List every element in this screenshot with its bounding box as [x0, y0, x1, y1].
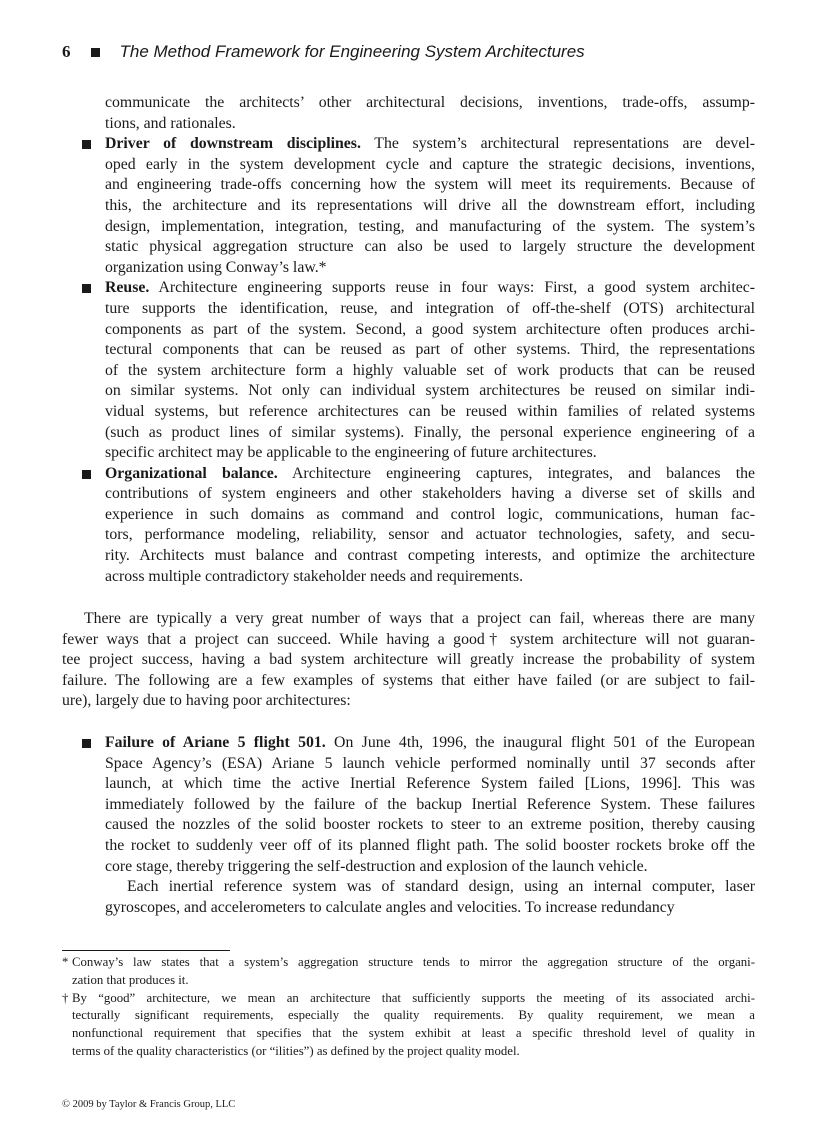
item-lead: Failure of Ariane 5 flight 501.: [105, 734, 326, 751]
text-line: ure), largely due to having poor architectures:: [62, 692, 351, 710]
list-item: [105, 733, 755, 918]
footnote: [62, 990, 755, 1061]
text-line: contributions of system engineers and other stakeholders having a diverse set of skills and: [105, 485, 755, 503]
footnote: [62, 954, 755, 990]
text-line: tecturally significant requirements, especially the quality requirements. By quality requirement, we mean a: [72, 1008, 755, 1023]
text-line: launch, at which time the active Inertial Reference System failed [Lions, 1996]. This was: [105, 775, 755, 793]
text-line: experience in such domains as command and control logic, communications, human fac-: [105, 505, 755, 523]
text-line: design, implementation, integration, testing, and manufacturing of the system. The system’s: [105, 217, 755, 235]
text-line: [105, 464, 755, 485]
text-line: [62, 954, 755, 972]
header-square-icon: [91, 48, 100, 57]
text-line: [62, 990, 755, 1008]
bullet-square-icon: [82, 739, 91, 748]
text-line: caused the nozzles of the solid booster rockets to steer to an extreme position, thereby causing: [105, 816, 755, 834]
text-line: Space Agency’s (ESA) Ariane 5 launch vehicle performed nominally until 37 seconds after: [105, 754, 755, 772]
text-line: tee project success, having a bad system architecture will greatly increase the probability of system: [62, 651, 755, 669]
text-line: vidual systems, but reference architectures can be reused within families of related systems: [105, 402, 755, 420]
text-line: gyroscopes, and accelerometers to calculate angles and velocities. To increase redundancy: [105, 898, 675, 916]
text-line: rity. Architects must balance and contrast competing interests, and optimize the architecture: [105, 547, 755, 565]
item-text: Architecture engineering supports reuse in four ways: First, a good system architec-: [149, 279, 755, 297]
page-number: 6: [62, 42, 71, 61]
bullet-square-icon: [82, 470, 91, 479]
bullet-list-benefits: [105, 93, 755, 587]
text-line: across multiple contradictory stakeholder needs and requirements.: [105, 567, 524, 585]
text-line: oped early in the system development cycle and capture the strategic decisions, inventions,: [105, 155, 755, 173]
text-line: tectural components that can be reused as part of other systems. Third, the representations: [105, 341, 755, 359]
list-item: [105, 134, 755, 278]
text-line: [105, 278, 755, 299]
bullet-square-icon: [82, 140, 91, 149]
item-text: On June 4th, 1996, the inaugural flight 501 of the European: [325, 734, 755, 751]
footnotes: [62, 954, 755, 1061]
text-line: fewer ways that a project can succeed. While having a good† system architecture will not guaran-: [62, 630, 755, 648]
item-lead: Reuse.: [105, 279, 150, 297]
text-line: failure. The following are a few examples of systems that either have failed (or are subject to fail-: [62, 671, 755, 689]
text-line: components as part of the system. Second, a good system architecture often produces archi-: [105, 320, 755, 338]
bullet-list-failures: [105, 733, 755, 918]
text-line: zation that produces it.: [72, 972, 189, 987]
text-line: specific architect may be applicable to the engineering of future architectures.: [105, 444, 597, 462]
text-line: There are typically a very great number of ways that a project can fail, whereas there are many: [84, 610, 755, 627]
text-line: (such as product lines of similar systems). Finally, the personal experience engineering of a: [105, 423, 755, 441]
text-line: and engineering trade-offs concerning how the system will meet its requirements. Because of: [105, 176, 755, 194]
text-line: core stage, thereby triggering the self-destruction and explosion of the launch vehicle.: [105, 857, 648, 875]
list-item: [105, 464, 755, 588]
text-line: tions, and rationales.: [105, 114, 236, 132]
footnote-symbol: †: [62, 990, 69, 1005]
body-paragraph: [62, 609, 755, 712]
list-item: [105, 278, 755, 463]
text-line: tors, performance modeling, reliability, sensor and actuator technologies, safety, and secu-: [105, 526, 755, 544]
item-lead: Driver of downstream disciplines.: [105, 135, 361, 153]
running-header: [62, 40, 585, 64]
text-line: ture supports the identification, reuse, and integration of off-the-shelf (OTS) architectural: [105, 299, 755, 317]
text-line: on similar systems. Not only can individual system architectures be reused on similar indi-: [105, 382, 755, 400]
text-line: immediately followed by the failure of the backup Inertial Reference System. These failures: [105, 795, 755, 813]
text-line: the rocket to suddenly veer off of its planned flight path. The solid booster rockets broke off the: [105, 836, 755, 854]
text-line: communicate the architects’ other architectural decisions, inventions, trade-offs, assump-: [105, 94, 755, 111]
text-line: organization using Conway’s law.*: [105, 258, 327, 276]
item-text: The system’s architectural representations are devel-: [360, 135, 755, 153]
text-line: nonfunctional requirement that specifies that the system exhibit at least a specific threshold level of quality in: [72, 1026, 755, 1041]
item-lead: Organizational balance.: [105, 464, 278, 482]
footnote-text: By “good” architecture, we mean an architecture that sufficiently supports the meeting of its associated archi-: [72, 990, 755, 1005]
text-line: [105, 134, 755, 155]
bullet-square-icon: [82, 284, 91, 293]
footnote-rule: [62, 950, 230, 951]
text-line: static physical aggregation structure can also be used to largely structure the development: [105, 238, 755, 256]
running-title: The Method Framework for Engineering System Architectures: [119, 42, 585, 61]
text-line: terms of the quality characteristics (or “ilities”) as defined by the project quality model.: [72, 1043, 520, 1058]
item-text: Architecture engineering captures, integrates, and balances the: [277, 464, 755, 482]
text-line: this, the architecture and its representations will drive all the downstream effort, including: [105, 196, 755, 214]
text-line: of the system architecture form a highly valuable set of work products that can be reused: [105, 361, 755, 379]
copyright: © 2009 by Taylor & Francis Group, LLC: [62, 1099, 236, 1110]
footnote-text: Conway’s law states that a system’s aggregation structure tends to mirror the aggregation structure of the organi-: [72, 955, 755, 969]
text-line: [105, 733, 755, 754]
list-item: [105, 93, 755, 134]
text-line: Each inertial reference system was of standard design, using an internal computer, laser: [127, 878, 755, 896]
footnote-symbol: *: [62, 955, 69, 969]
